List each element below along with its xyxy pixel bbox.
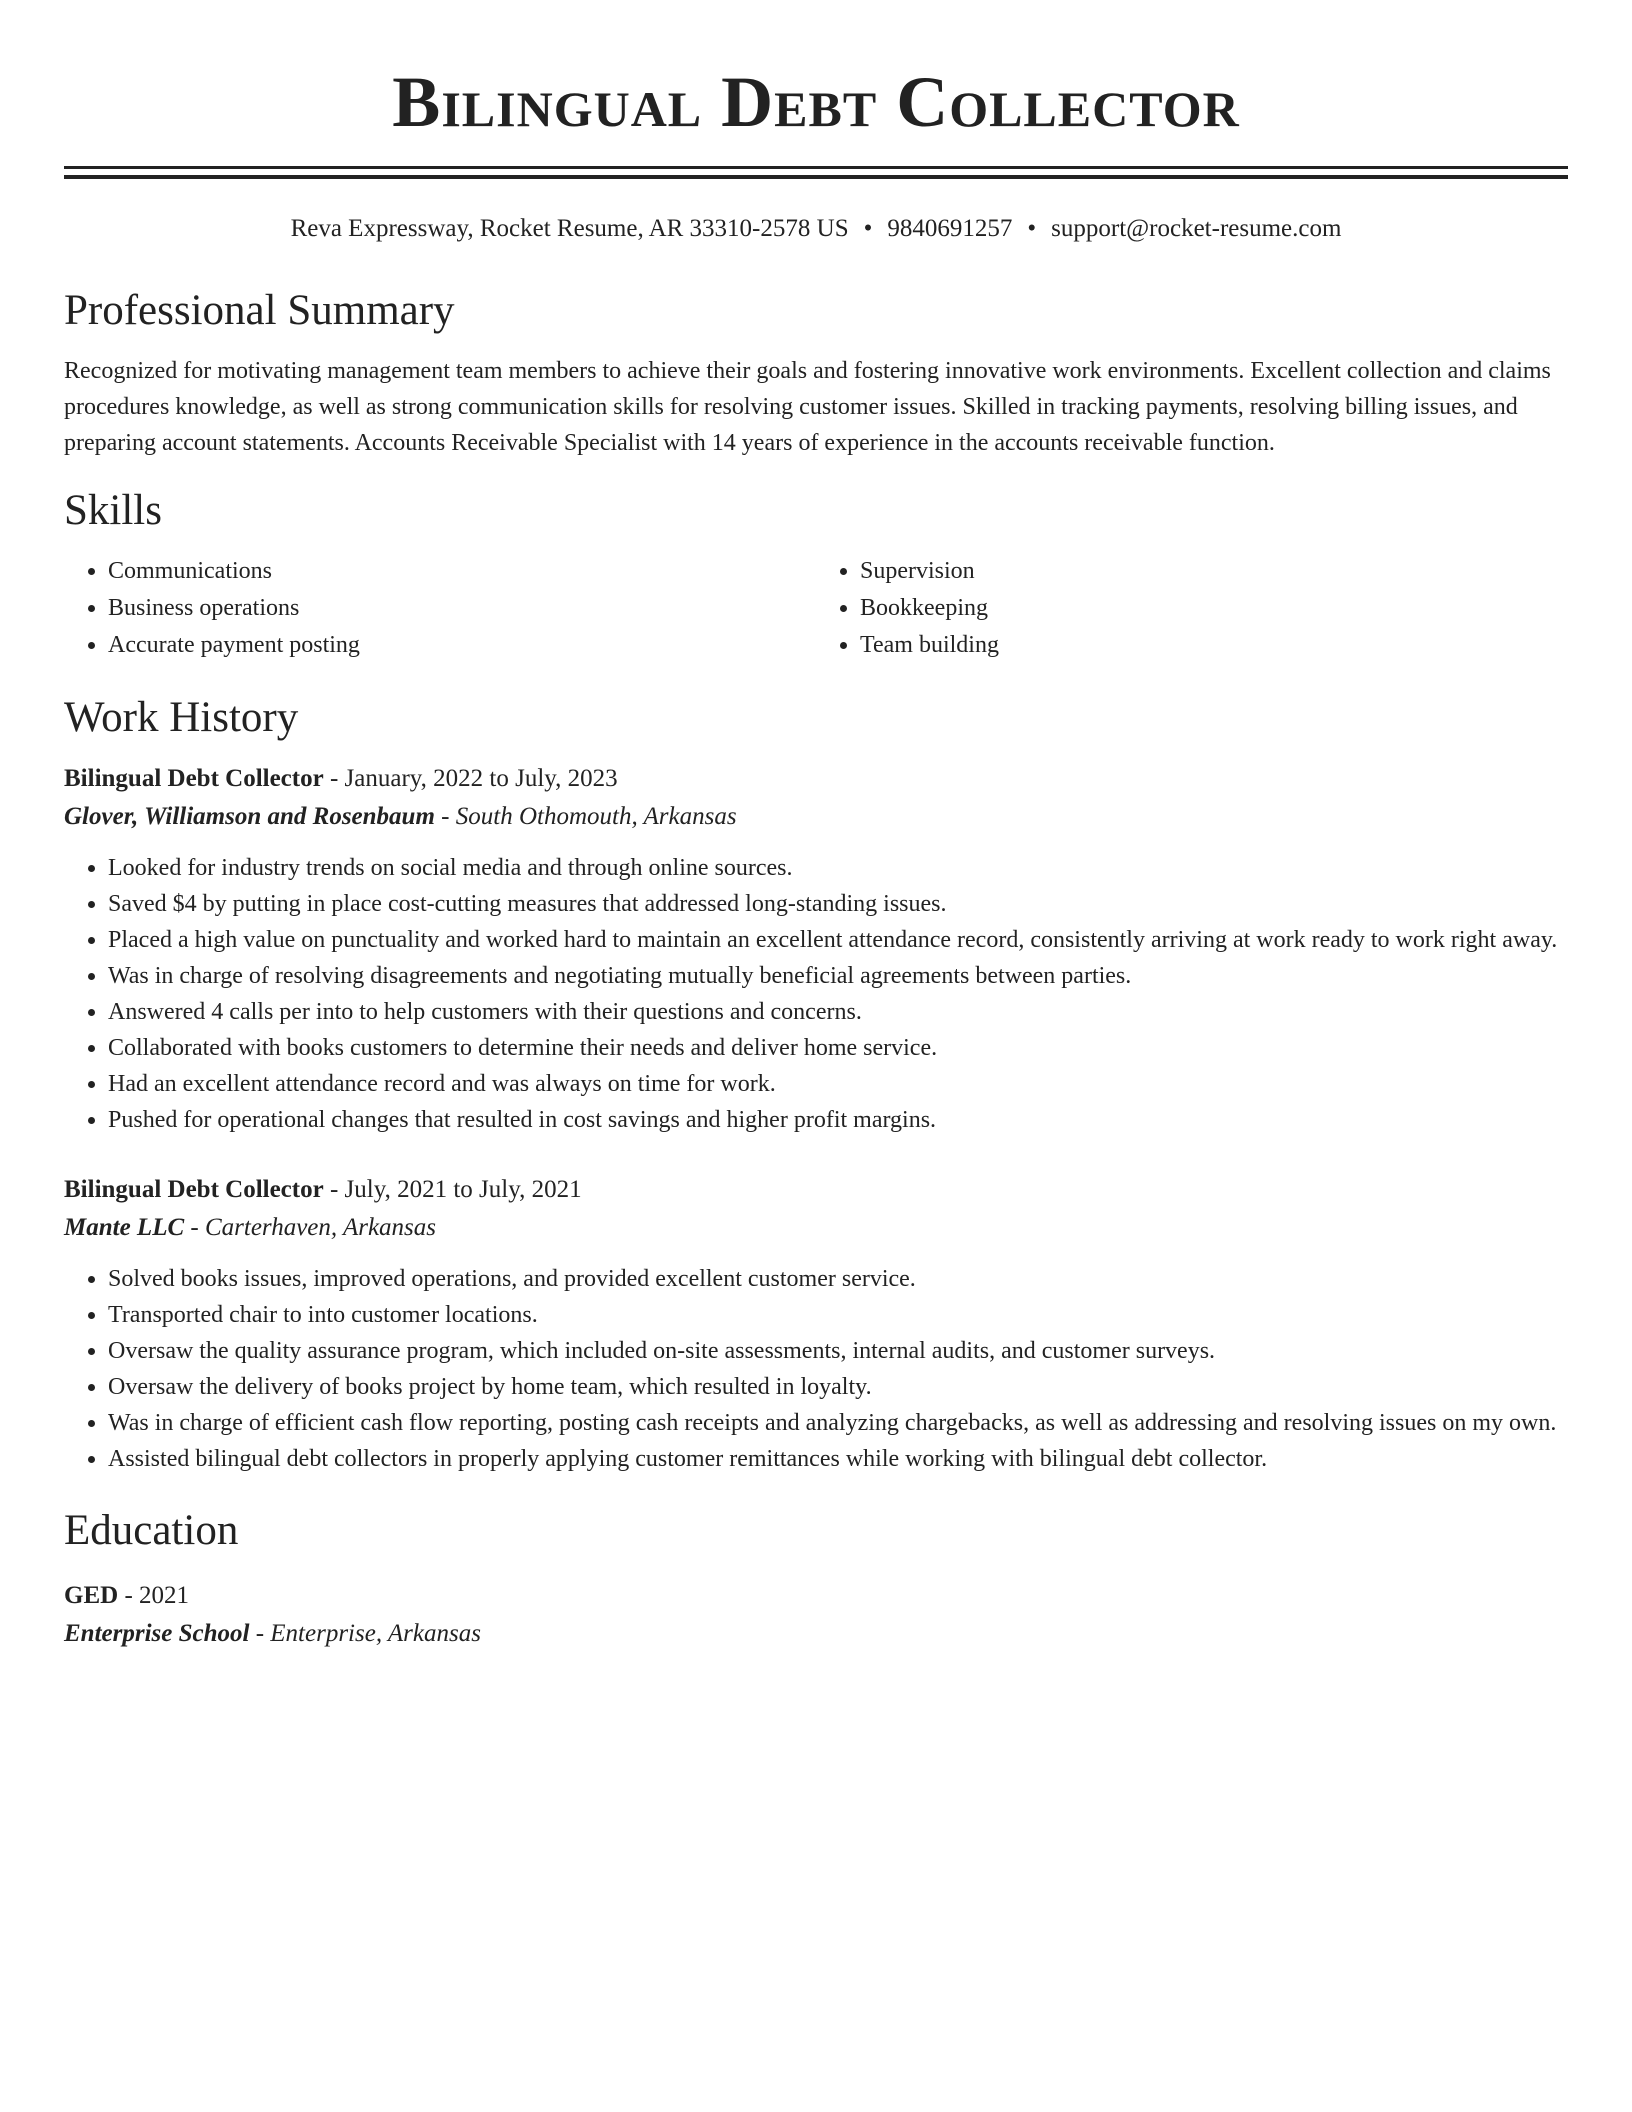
skill-item: • Bookkeeping [860, 590, 1568, 627]
job-bullet: • Looked for industry trends on social media and through online sources. [108, 850, 1568, 886]
job-bullets [64, 850, 1568, 1138]
job-company-line [64, 1209, 1568, 1247]
job-bullet: • Pushed for operational changes that resulted in cost savings and higher profit margins. [108, 1102, 1568, 1138]
contact-phone: 9840691257 [887, 215, 1013, 242]
skill-item: • Team building [860, 627, 1568, 664]
job-bullet: • Oversaw the delivery of books project by home team, which resulted in loyalty. [108, 1369, 1568, 1405]
job-bullets [64, 1261, 1568, 1477]
contact-email: support@rocket-resume.com [1051, 215, 1342, 242]
job-bullet: • Answered 4 calls per into to help customers with their questions and concerns. [108, 994, 1568, 1030]
job-bullet: • Was in charge of resolving disagreements and negotiating mutually beneficial agreements between parties. [108, 958, 1568, 994]
job-entry [64, 760, 1568, 1138]
job-entry [64, 1171, 1568, 1477]
job-bullet: • Placed a high value on punctuality and worked hard to maintain an excellent attendance record, consistently arriving at work ready to work right away. [108, 922, 1568, 958]
job-bullet: • Solved books issues, improved operations, and provided excellent customer service. [108, 1261, 1568, 1297]
job-location: - South Othomouth, Arkansas [434, 803, 737, 830]
job-company: Glover, Williamson and Rosenbaum [64, 803, 435, 830]
education-degree-line [64, 1577, 1568, 1615]
job-company: Mante LLC [64, 1214, 185, 1241]
title-divider-top [64, 166, 1568, 169]
contact-address: Reva Expressway, Rocket Resume, AR 33310-2578 US [290, 215, 849, 242]
job-title-line [64, 760, 1568, 798]
resume-title: Bilingual Debt Collector [392, 62, 1240, 142]
education-school-line [64, 1615, 1568, 1653]
skills-heading: Skills [64, 487, 162, 534]
skills-column-right [816, 553, 1568, 664]
education-heading: Education [64, 1507, 239, 1554]
title-divider-bottom [64, 175, 1568, 179]
contact-separator: • [1027, 215, 1037, 242]
job-bullet: • Had an excellent attendance record and was always on time for work. [108, 1066, 1568, 1102]
contact-separator: • [863, 215, 873, 242]
job-bullet: • Assisted bilingual debt collectors in properly applying customer remittances while working with bilingual debt collector. [108, 1441, 1568, 1477]
job-bullet: • Was in charge of efficient cash flow reporting, posting cash receipts and analyzing chargebacks, as well as addressing and resolving issues on my own. [108, 1405, 1568, 1441]
job-title-line [64, 1171, 1568, 1209]
education-school: Enterprise School [64, 1620, 250, 1647]
job-bullet: • Transported chair to into customer locations. [108, 1297, 1568, 1333]
job-bullet: • Collaborated with books customers to determine their needs and deliver home service. [108, 1030, 1568, 1066]
job-dates: - January, 2022 to July, 2023 [323, 765, 618, 792]
skills-column-left [64, 553, 816, 664]
job-bullet: • Saved $4 by putting in place cost-cutting measures that addressed long-standing issues. [108, 886, 1568, 922]
resume-page [64, 0, 1568, 1653]
job-location: - Carterhaven, Arkansas [184, 1214, 436, 1241]
job-title: Bilingual Debt Collector [64, 765, 324, 792]
summary-heading: Professional Summary [64, 287, 455, 334]
summary-text: Recognized for motivating management team members to achieve their goals and fostering innovative work environments. Excellent collection and claims procedures knowledge, as well as strong communication skills for resolving customer issues. Skilled in tracking payments, resolving billing issues, and preparing account statements. Accounts Receivable Specialist with 14 years of experience in the accounts receivable function. [64, 358, 1551, 456]
job-dates: - July, 2021 to July, 2021 [323, 1176, 582, 1203]
education-location: - Enterprise, Arkansas [249, 1620, 481, 1647]
job-title: Bilingual Debt Collector [64, 1176, 324, 1203]
skill-item: • Accurate payment posting [108, 627, 816, 664]
skills-grid [64, 553, 1568, 664]
work-history-heading: Work History [64, 694, 299, 741]
skill-item: • Supervision [860, 553, 1568, 590]
contact-line [64, 213, 1568, 245]
job-bullet: • Oversaw the quality assurance program, which included on-site assessments, internal audits, and customer surveys. [108, 1333, 1568, 1369]
education-degree: GED [64, 1582, 119, 1609]
education-year: - 2021 [118, 1582, 190, 1609]
skill-item: • Business operations [108, 590, 816, 627]
job-company-line [64, 798, 1568, 836]
skill-item: • Communications [108, 553, 816, 590]
